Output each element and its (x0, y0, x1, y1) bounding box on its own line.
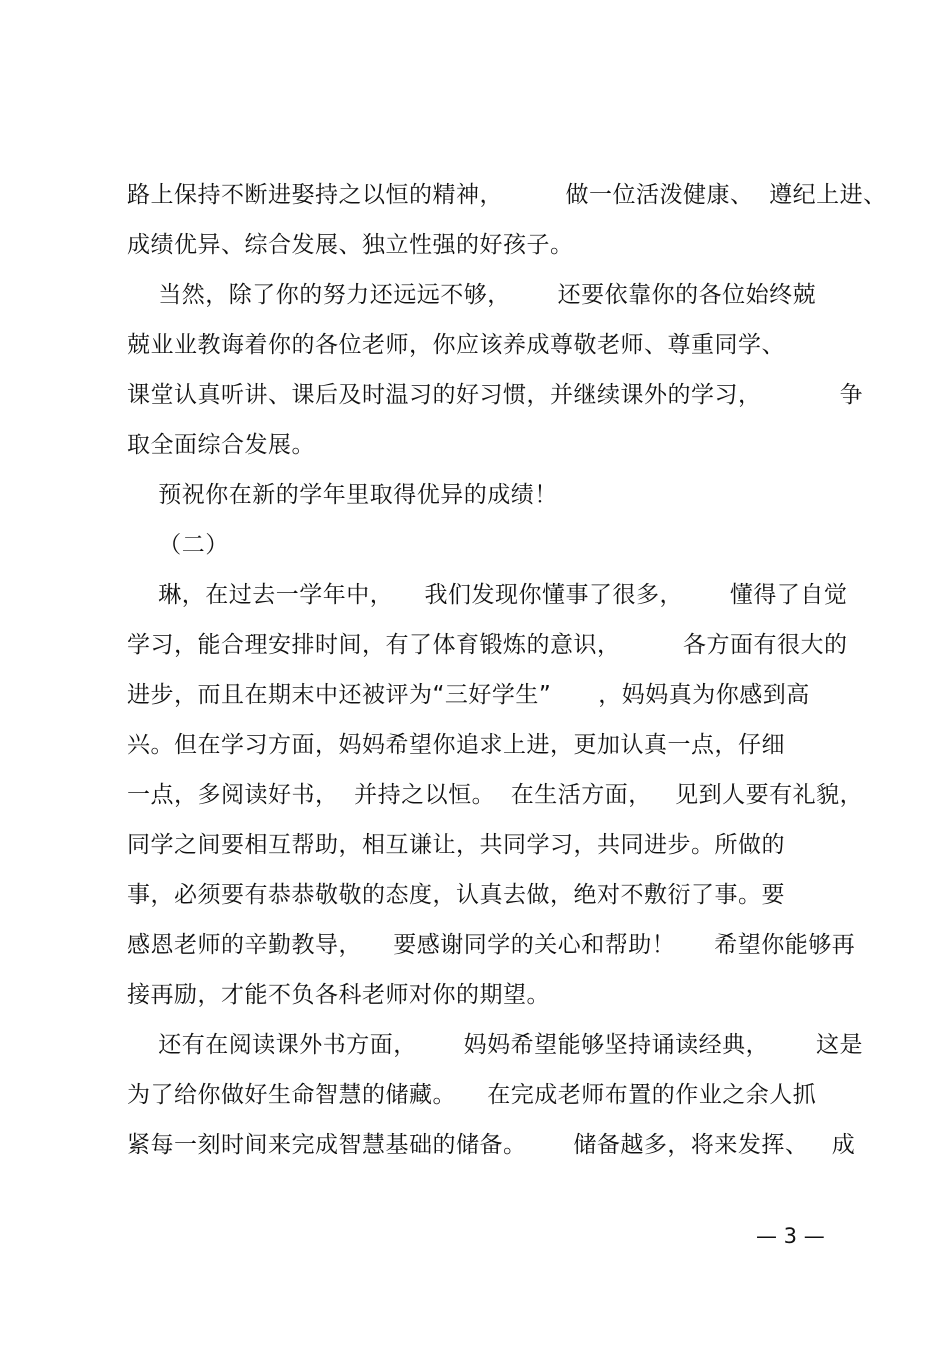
text-line: 取全面综合发展。 (127, 432, 315, 458)
text-line: 琳，在过去一学年中， 我们发现你懂事了很多， 懂得了自觉 (127, 582, 848, 608)
text-line: 接再励，才能不负各科老师对你的期望。 (127, 982, 550, 1008)
text-line: 还有在阅读课外书方面， 妈妈希望能够坚持诵读经典， 这是 (127, 1032, 863, 1058)
text-line: 学习，能合理安排时间，有了体育锻炼的意识， 各方面有很大的 (127, 632, 848, 658)
text-line: 当然，除了你的努力还远远不够， 还要依靠你的各位始终兢 (127, 282, 817, 308)
page-number: — 3 — (756, 1224, 825, 1248)
text-line: 兢业业教诲着你的各位老师，你应该养成尊敬老师、尊重同学、 (127, 332, 785, 358)
text-line: 预祝你在新的学年里取得优异的成绩！ (127, 482, 558, 508)
text-line: 路上保持不断进娶持之以恒的精神， 做一位活泼健康、 遵纪上进、 (127, 182, 887, 208)
text-line: 事，必须要有恭恭敬敬的态度，认真去做，绝对不敷衍了事。要 (127, 882, 785, 908)
section-heading: （二） (127, 532, 229, 558)
text-line: 紧每一刻时间来完成智慧基础的储备。 储备越多，将来发挥、 成 (127, 1132, 856, 1158)
text-line: 课堂认真听讲、课后及时温习的好习惯，并继续课外的学习， 争 (127, 382, 864, 408)
text-line: 成绩优异、综合发展、独立性强的好孩子。 (127, 232, 574, 258)
text-line: 一点，多阅读好书， 并持之以恒。 在生活方面， 见到人要有礼貌， (127, 782, 864, 808)
text-line: 感恩老师的辛勤教导， 要感谢同学的关心和帮助！ 希望你能够再 (127, 932, 856, 958)
text-line: 同学之间要相互帮助，相互谦让，共同学习，共同进步。所做的 (127, 832, 785, 858)
text-line: 进步，而且在期末中还被评为“三好学生” ，妈妈真为你感到高 (127, 682, 810, 708)
text-line: 兴。但在学习方面，妈妈希望你追求上进，更加认真一点，仔细 (127, 732, 785, 758)
text-line: 为了给你做好生命智慧的储藏。 在完成老师布置的作业之余人抓 (127, 1082, 817, 1108)
